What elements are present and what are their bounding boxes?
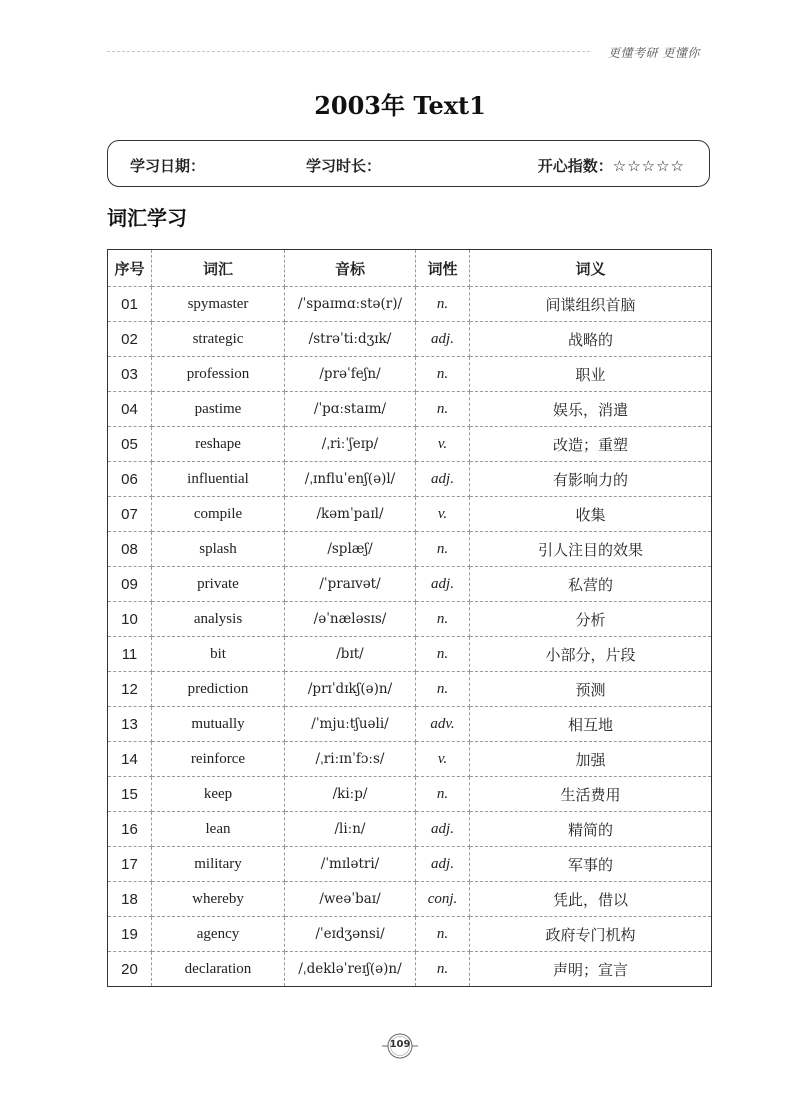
word-meaning: 改造；重塑 <box>470 427 712 462</box>
word-term: bit <box>152 637 285 672</box>
word-number: 04 <box>108 392 152 427</box>
word-part-of-speech: adj. <box>416 322 470 357</box>
header-phonetic: 音标 <box>285 250 416 287</box>
word-term: prediction <box>152 672 285 707</box>
header-number: 序号 <box>108 250 152 287</box>
word-part-of-speech: adv. <box>416 707 470 742</box>
word-number: 15 <box>108 777 152 812</box>
word-meaning: 间谍组织首脑 <box>470 287 712 322</box>
word-number: 18 <box>108 882 152 917</box>
word-number: 02 <box>108 322 152 357</box>
table-row <box>108 917 712 952</box>
header-slogan: 更懂考研 更懂你 <box>608 46 700 60</box>
word-term: strategic <box>152 322 285 357</box>
header-word: 词汇 <box>152 250 285 287</box>
word-phonetic: /əˈnæləsɪs/ <box>285 602 416 637</box>
word-number: 08 <box>108 532 152 567</box>
study-duration-label: 学习时长： <box>306 157 382 175</box>
word-phonetic: /ˌɪnfluˈenʃ(ə)l/ <box>285 462 416 497</box>
word-term: private <box>152 567 285 602</box>
word-number: 13 <box>108 707 152 742</box>
word-term: declaration <box>152 952 285 987</box>
word-part-of-speech: conj. <box>416 882 470 917</box>
table-row <box>108 322 712 357</box>
table-row <box>108 287 712 322</box>
word-term: whereby <box>152 882 285 917</box>
table-row <box>108 602 712 637</box>
table-row <box>108 777 712 812</box>
page-title: 2003年 Text1 <box>314 91 486 120</box>
happiness-label: 开心指数： <box>537 157 613 175</box>
table-row <box>108 497 712 532</box>
table-row <box>108 952 712 987</box>
word-phonetic: /ˌdekləˈreɪʃ(ə)n/ <box>285 952 416 987</box>
word-term: profession <box>152 357 285 392</box>
word-phonetic: /kəmˈpaɪl/ <box>285 497 416 532</box>
word-meaning: 有影响力的 <box>470 462 712 497</box>
word-meaning: 军事的 <box>470 847 712 882</box>
word-phonetic: /weəˈbaɪ/ <box>285 882 416 917</box>
table-row <box>108 567 712 602</box>
word-part-of-speech: v. <box>416 742 470 777</box>
page-number: 109 <box>389 1039 411 1050</box>
table-header-row <box>108 250 712 287</box>
word-meaning: 精简的 <box>470 812 712 847</box>
word-meaning: 预测 <box>470 672 712 707</box>
word-phonetic: /ˈspaɪmɑːstə(r)/ <box>285 287 416 322</box>
table-row <box>108 847 712 882</box>
word-meaning: 引人注目的效果 <box>470 532 712 567</box>
word-part-of-speech: n. <box>416 392 470 427</box>
study-date-label: 学习日期： <box>130 157 206 175</box>
word-part-of-speech: v. <box>416 427 470 462</box>
word-meaning: 凭此，借以 <box>470 882 712 917</box>
table-row <box>108 742 712 777</box>
word-phonetic: /kiːp/ <box>285 777 416 812</box>
word-part-of-speech: n. <box>416 917 470 952</box>
study-info-box <box>107 140 710 187</box>
word-number: 09 <box>108 567 152 602</box>
word-meaning: 相互地 <box>470 707 712 742</box>
word-meaning: 战略的 <box>470 322 712 357</box>
word-number: 19 <box>108 917 152 952</box>
word-number: 16 <box>108 812 152 847</box>
table-row <box>108 707 712 742</box>
word-number: 03 <box>108 357 152 392</box>
word-phonetic: /prɪˈdɪkʃ(ə)n/ <box>285 672 416 707</box>
word-number: 11 <box>108 637 152 672</box>
section-title: 词汇学习 <box>107 206 187 230</box>
word-part-of-speech: n. <box>416 357 470 392</box>
table-row <box>108 672 712 707</box>
word-part-of-speech: n. <box>416 637 470 672</box>
word-phonetic: /ˌriːɪnˈfɔːs/ <box>285 742 416 777</box>
word-part-of-speech: n. <box>416 287 470 322</box>
word-phonetic: /ˌriːˈʃeɪp/ <box>285 427 416 462</box>
word-term: influential <box>152 462 285 497</box>
word-number: 12 <box>108 672 152 707</box>
table-row <box>108 812 712 847</box>
vocabulary-table <box>107 249 712 987</box>
word-phonetic: /ˈmɪlətri/ <box>285 847 416 882</box>
word-term: keep <box>152 777 285 812</box>
word-term: mutually <box>152 707 285 742</box>
word-term: reinforce <box>152 742 285 777</box>
word-phonetic: /ˈeɪdʒənsi/ <box>285 917 416 952</box>
table-row <box>108 532 712 567</box>
header-divider <box>107 51 590 52</box>
word-part-of-speech: v. <box>416 497 470 532</box>
word-meaning: 收集 <box>470 497 712 532</box>
word-phonetic: /bɪt/ <box>285 637 416 672</box>
word-phonetic: /strəˈtiːdʒɪk/ <box>285 322 416 357</box>
word-number: 20 <box>108 952 152 987</box>
word-number: 10 <box>108 602 152 637</box>
word-number: 17 <box>108 847 152 882</box>
word-meaning: 私营的 <box>470 567 712 602</box>
word-phonetic: /ˈpraɪvət/ <box>285 567 416 602</box>
header-meaning: 词义 <box>470 250 712 287</box>
word-phonetic: /ˈpɑːstaɪm/ <box>285 392 416 427</box>
word-term: pastime <box>152 392 285 427</box>
word-phonetic: /ˈmjuːtʃuəli/ <box>285 707 416 742</box>
word-number: 05 <box>108 427 152 462</box>
word-meaning: 声明；宣言 <box>552 960 628 979</box>
word-term: reshape <box>152 427 285 462</box>
table-row <box>108 427 712 462</box>
word-meaning: 娱乐，消遣 <box>470 392 712 427</box>
word-term: lean <box>152 812 285 847</box>
table-row <box>108 392 712 427</box>
word-part-of-speech: n. <box>416 532 470 567</box>
word-part-of-speech: n. <box>416 672 470 707</box>
word-part-of-speech: adj. <box>416 812 470 847</box>
word-term: compile <box>152 497 285 532</box>
word-part-of-speech: adj. <box>416 847 470 882</box>
word-meaning: 小部分，片段 <box>470 637 712 672</box>
word-phonetic: /prəˈfeʃn/ <box>285 357 416 392</box>
word-meaning: 生活费用 <box>470 777 712 812</box>
star-rating-icon: ☆☆☆☆☆ <box>612 157 685 175</box>
word-number: 01 <box>108 287 152 322</box>
word-number: 14 <box>108 742 152 777</box>
word-meaning: 分析 <box>470 602 712 637</box>
table-row <box>108 357 712 392</box>
header-part-of-speech: 词性 <box>416 250 470 287</box>
word-part-of-speech: adj. <box>416 567 470 602</box>
word-phonetic: /liːn/ <box>285 812 416 847</box>
word-part-of-speech: adj. <box>416 462 470 497</box>
word-term: agency <box>152 917 285 952</box>
word-term: analysis <box>152 602 285 637</box>
table-row <box>108 637 712 672</box>
word-number: 07 <box>108 497 152 532</box>
page-number-badge <box>380 1026 420 1066</box>
word-term: military <box>152 847 285 882</box>
word-meaning: 政府专门机构 <box>470 917 712 952</box>
word-meaning: 加强 <box>470 742 712 777</box>
happiness-index <box>538 155 685 176</box>
word-number: 06 <box>108 462 152 497</box>
table-row <box>108 462 712 497</box>
word-part-of-speech: n. <box>416 952 470 987</box>
word-meaning: 职业 <box>470 357 712 392</box>
word-part-of-speech: n. <box>416 602 470 637</box>
word-term: splash <box>152 532 285 567</box>
table-row <box>108 882 712 917</box>
word-part-of-speech: n. <box>416 777 470 812</box>
word-phonetic: /splæʃ/ <box>285 532 416 567</box>
vocabulary-rows <box>108 287 712 987</box>
word-term: spymaster <box>152 287 285 322</box>
